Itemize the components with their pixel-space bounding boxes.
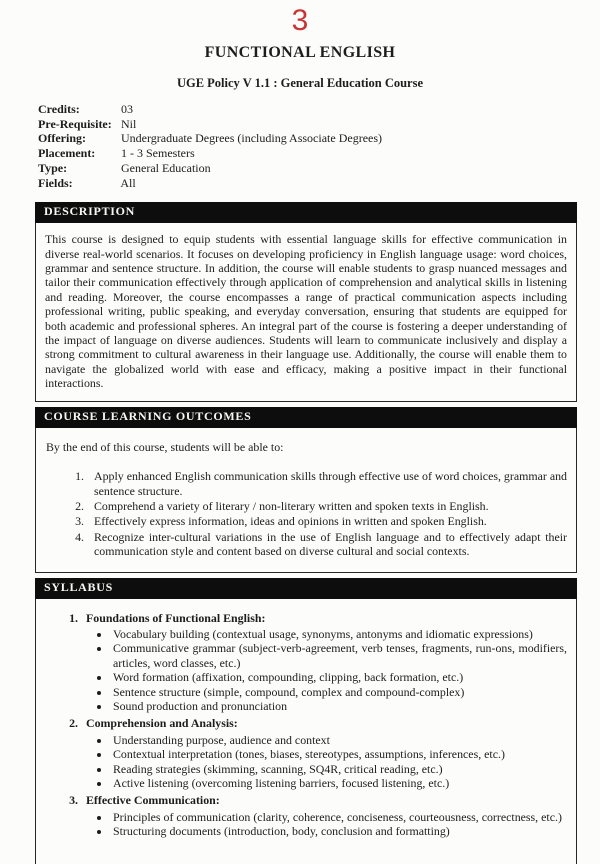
section-heading-description: DESCRIPTION [35,202,577,223]
syllabus-bullet: • Structuring documents (introduction, body, conclusion and formatting) [111,824,567,838]
meta-label: Fields: [38,175,73,190]
syllabus-bullet: • Vocabulary building (contextual usage, synonyms, antonyms and idiomatic expressions) [111,627,567,641]
meta-value: 03 [121,102,133,116]
meta-row-type [38,161,577,176]
meta-value: 1 - 3 Semesters [121,146,195,161]
policy-subtitle: UGE Policy V 1.1 : General Education Course [176,76,424,90]
course-meta [38,102,577,190]
section-heading-syllabus: SYLLABUS [35,578,577,599]
syllabus-bullet: • Sentence structure (simple, compound, complex and compound-complex) [111,685,567,699]
outcomes-intro: By the end of this course, students will be able to: [46,439,284,454]
syllabus-bullet: • Word formation (affixation, compounding, clipping, back formation, etc.) [111,670,567,684]
outcome-item: 3. Effectively express information, ideas and opinions in written and spoken English. [87,514,567,528]
syllabus-bullet: • Sound production and pronunciation [111,699,567,713]
meta-row-offering [38,131,577,146]
meta-row-fields [38,176,577,191]
meta-label: Pre-Requisite: [38,116,112,131]
outcomes-list [45,469,567,558]
meta-label: Credits: [38,102,80,116]
syllabus-bullet: • Communicative grammar (subject-verb-agreement, verb tenses, fragments, run-ons, modifiers, articles, word classes, etc.) [111,641,567,670]
meta-label: Type: [38,160,68,175]
syllabus-topic-title: Foundations of Functional English: [86,610,266,625]
sections-container [35,202,577,864]
syllabus-topic [81,793,567,838]
outcome-item: 4. Recognize inter-cultural variations in the use of English language and to effectively adapt their communication style and content based on diverse cultural and social contexts. [87,530,567,559]
meta-row-prerequisite [38,117,577,132]
syllabus-topic [81,611,567,714]
page-number: 3 [291,4,309,37]
syllabus-topic-bullets [86,627,567,713]
syllabus-list [45,611,567,839]
outcome-item: 2. Comprehend a variety of literary / non-literary written and spoken texts in English. [87,499,567,513]
syllabus-box [35,599,577,864]
meta-value: Undergraduate Degrees (including Associate Degrees) [121,131,383,146]
syllabus-bullet: • Understanding purpose, audience and context [111,733,567,747]
description-text: This course is designed to equip students with essential language skills for effective communication in diverse real-world scenarios. It focuses on developing proficiency in English language usage: word choices, grammar and sentence structure. In addition, the course will enable students to grasp nuanced messages and tailor their communication effectively through application of comprehension and analytical skills in listening and reading. Moreover, the course encompasses a range of practical communication aspects including professional writing, public speaking, and everyday conversation, ensuring that students are equipped for both academic and professional spheres. An integral part of the course is fostering a deeper understanding of the impact of language on diverse audiences. Students will learn to communicate inclusively and display a strong commitment to cultural awareness in their language use. Additionally, the course will enable them to navigate the globalized world with ease and efficacy, making a positive impact in their functional interactions. [45,232,567,391]
section-heading-outcomes: COURSE LEARNING OUTCOMES [35,407,577,428]
syllabus-topic [81,716,567,790]
syllabus-topic-bullets [86,733,567,791]
syllabus-bullet: • Principles of communication (clarity, coherence, conciseness, courteousness, correctness, etc.) [111,810,567,824]
course-title: FUNCTIONAL ENGLISH [204,44,396,61]
meta-row-credits [38,102,577,117]
section-description [35,202,577,401]
syllabus-bullet: • Active listening (overcoming listening barriers, focused listening, etc.) [111,776,567,790]
syllabus-bullet: • Reading strategies (skimming, scanning, SQ4R, critical reading, etc.) [111,762,567,776]
meta-value: Nil [121,116,137,131]
outcomes-box [35,428,577,573]
meta-value: General Education [121,160,211,175]
description-box [35,223,577,401]
section-learning-outcomes [35,407,577,573]
meta-label: Placement: [38,146,96,161]
meta-value: All [120,175,136,190]
syllabus-topic-title: Effective Communication: [86,793,220,808]
meta-row-placement [38,146,577,161]
outcome-item: 1. Apply enhanced English communication skills through effective use of word choices, grammar and sentence structure. [87,469,567,498]
syllabus-topic-bullets [86,810,567,839]
syllabus-bullet: • Contextual interpretation (tones, biases, stereotypes, assumptions, inferences, etc.) [111,747,567,761]
section-syllabus [35,578,577,864]
syllabus-topic-title: Comprehension and Analysis: [86,716,238,731]
meta-label: Offering: [38,131,86,146]
